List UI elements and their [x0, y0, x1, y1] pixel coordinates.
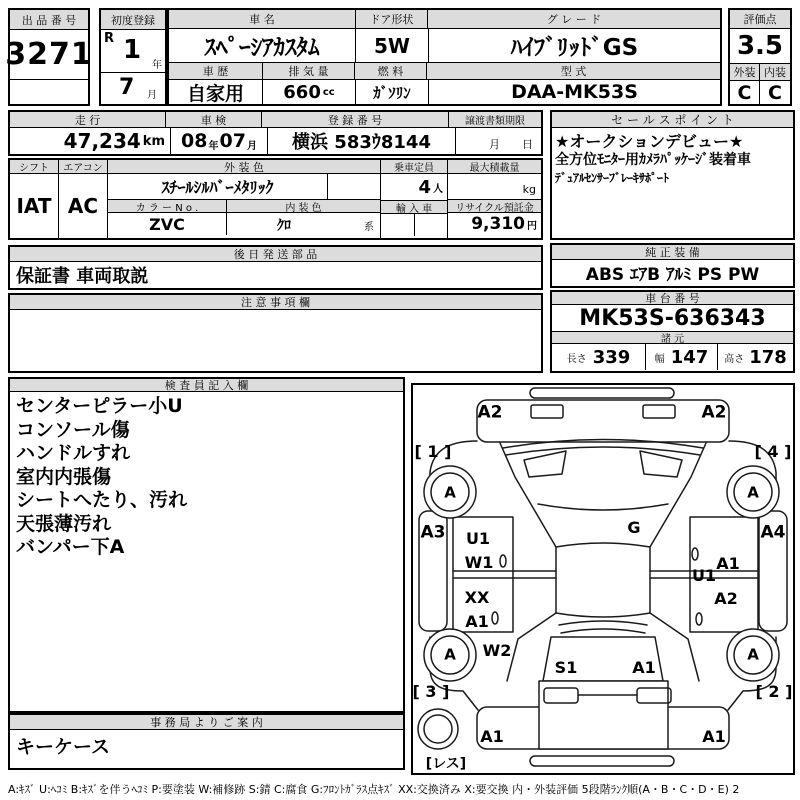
fuel-value: ｶﾞｿﾘﾝ — [355, 80, 428, 104]
score-value: 3.5 — [730, 29, 790, 64]
spec-band-box — [8, 158, 543, 240]
payload-unit: kg — [522, 183, 536, 196]
spare-tire-less-marker: [レス] — [425, 756, 467, 772]
damage-label-rear-bumper-left: A1 — [480, 727, 504, 746]
width-value: 147 — [670, 346, 709, 368]
interior-color-value: ｸﾛ — [277, 218, 291, 234]
shaken-month-suffix: 月 — [246, 140, 257, 152]
displacement-value: 660 — [283, 81, 321, 103]
sales-point-line-1: ★オークションデビュー★ — [555, 132, 744, 151]
corner-marker-4: [ 4 ] — [754, 442, 792, 461]
inspector-notes-header: 検 査 員 記 入 欄 — [10, 379, 403, 392]
month-suffix: 月 — [147, 90, 157, 101]
dimensions-header: 諸 元 — [552, 332, 793, 344]
exterior-color-value: ｽﾁｰﾙｼﾙﾊﾞｰﾒﾀﾘｯｸ — [161, 178, 274, 197]
office-info-header: 事 務 局 よ り ご 案 内 — [10, 715, 403, 730]
damage-label-rear-seat-s1: S1 — [554, 658, 578, 677]
capacity-unit: 人 — [433, 183, 443, 195]
corner-marker-2: [ 2 ] — [755, 682, 793, 701]
first-reg-year-value: 1 — [123, 35, 142, 65]
history-value: 自家用 — [186, 82, 244, 105]
registration-number-value: 横浜 583ｳ8144 — [267, 128, 455, 154]
payload-header: 最大積載量 — [448, 160, 541, 174]
shaken-year-suffix: 年 — [208, 140, 219, 152]
mileage-value: 47,234 — [63, 129, 141, 153]
exterior-color-empty-cell — [327, 174, 380, 199]
displacement-unit: cc — [322, 86, 335, 98]
color-no-value: ZVC — [149, 214, 185, 234]
score-box — [728, 8, 792, 106]
shaken-header: 車 検 — [165, 112, 261, 128]
lot-number-value: 3271 — [10, 30, 88, 80]
width-label: 幅 — [654, 353, 665, 365]
damage-label-left-rear-door-xx: XX — [464, 588, 490, 607]
damage-label-rear-seat-a1: A1 — [632, 658, 656, 677]
later-parts-box — [8, 245, 543, 290]
inspector-note: バンパー下A — [16, 536, 125, 558]
damage-label-front-bumper-left: A2 — [477, 402, 503, 423]
inspector-notes-box — [8, 377, 405, 713]
first-registration-header: 初度登録 — [101, 10, 165, 30]
grade-header: グ レ ー ド — [427, 10, 720, 29]
notice-box — [8, 293, 543, 373]
inspector-note: 天張薄汚れ — [16, 512, 112, 535]
import-empty-cell-1 — [381, 214, 414, 236]
car-name-header: 車 名 — [169, 10, 355, 29]
interior-color-suffix: 系 — [364, 222, 374, 233]
exterior-grade-header: 外装 — [730, 64, 759, 81]
length-label: 長さ — [566, 353, 587, 365]
model-code-value: DAA-MK53S — [428, 80, 720, 104]
inspector-note: センターピラー小U — [16, 395, 183, 417]
chassis-number-header: 車 台 番 号 — [552, 292, 793, 305]
sales-point-line-2: 全方位ﾓﾆﾀｰ用ｶﾒﾗﾊﾟｯｹｰｼﾞ装着車 — [555, 152, 751, 168]
damage-label-left-front-door-u1: U1 — [465, 529, 491, 548]
ac-value: AC — [67, 193, 99, 218]
sales-point-line-3: ﾃﾞｭｱﾙｾﾝｻｰﾌﾞﾚｰｷｻﾎﾟｰﾄ — [555, 171, 670, 185]
car-name-value: ｽﾍﾟｰｼｱｶｽﾀﾑ — [204, 35, 320, 61]
damage-label-wheel-front-right: A — [747, 483, 759, 502]
shaken-year: 08 — [181, 130, 208, 152]
damage-label-left-front-door-w1: W1 — [464, 553, 494, 572]
registration-number-header: 登 録 番 号 — [261, 112, 448, 128]
mileage-unit: km — [142, 133, 165, 149]
inspector-note: 室内内張傷 — [16, 465, 112, 488]
fuel-header: 燃 料 — [354, 63, 426, 80]
corner-marker-3: [ 3 ] — [412, 682, 450, 701]
later-parts-header: 後 日 発 送 部 品 — [10, 247, 541, 262]
import-empty-cell-2 — [414, 214, 447, 236]
chassis-box — [550, 290, 795, 373]
corner-marker-1: [ 1 ] — [414, 442, 452, 461]
office-info-value: キーケース — [16, 735, 111, 758]
damage-label-rear-bumper-right: A1 — [702, 727, 726, 746]
damage-label-wheel-rear-right: A — [747, 645, 759, 664]
office-info-box — [8, 713, 405, 770]
door-shape-header: ドア形状 — [355, 10, 427, 29]
damage-label-left-rear-arch-w2: W2 — [482, 641, 512, 660]
grade-value: ﾊｲﾌﾞﾘｯﾄﾞGS — [428, 29, 720, 62]
sales-points-box — [550, 110, 795, 240]
transfer-deadline-header: 譲渡書類期限 — [448, 112, 541, 128]
damage-label-wheel-front-left: A — [444, 483, 456, 502]
notice-header: 注 意 事 項 欄 — [10, 295, 541, 310]
damage-label-wheel-rear-left: A — [444, 645, 456, 664]
damage-code-legend: A:ｷｽﾞ U:ﾍｺﾐ B:ｷｽﾞを伴うﾍｺﾐ P:要塗装 W:補修跡 S:錆 C:腐食 G:ﾌﾛﾝﾄｶﾞﾗｽ点ｷｽﾞ XX:交換済み X:要交換 内・外装評価 5段階ﾗﾝｸ順(A・B・C・D・E) 2 — [8, 783, 740, 796]
ac-header: エアコン — [59, 160, 107, 174]
interior-grade-value: C — [759, 81, 790, 105]
capacity-value: 4 — [418, 176, 431, 198]
car-diagram-drawing — [413, 385, 793, 773]
height-label: 高さ — [724, 353, 745, 365]
damage-label-front-bumper-right: A2 — [701, 402, 727, 423]
damage-diagram-box — [411, 383, 795, 775]
mileage-header: 走 行 — [10, 112, 165, 128]
inspector-note: シートへたり、汚れ — [16, 489, 188, 511]
recycle-unit: 円 — [527, 220, 537, 232]
exterior-color-header: 外 装 色 — [108, 160, 380, 174]
later-parts-value: 保証書 車両取説 — [16, 265, 149, 287]
recycle-header: リサイクル預託金 — [448, 200, 541, 213]
interior-grade-header: 内装 — [759, 64, 790, 81]
history-header: 車 歴 — [169, 63, 262, 80]
damage-label-left-side-strip: A3 — [420, 522, 446, 543]
length-value: 339 — [592, 346, 631, 368]
chassis-number-value: MK53S-636343 — [552, 305, 793, 332]
damage-label-right-side-strip: A4 — [760, 522, 786, 543]
era-value: R — [104, 31, 115, 46]
damage-label-right-rear-door-a2: A2 — [714, 589, 738, 608]
inspector-note: ハンドルすれ — [16, 442, 131, 464]
lot-number-box — [5, 8, 93, 106]
registration-band-box — [8, 110, 543, 156]
first-reg-month-value: 7 — [119, 75, 135, 100]
sales-points-header: セ ー ル ス ポ イ ン ト — [552, 112, 793, 128]
shift-value: IAT — [16, 193, 52, 218]
model-code-header: 型 式 — [426, 63, 720, 80]
color-no-header: カ ラ ー N o . — [108, 200, 226, 213]
door-shape-value: 5W — [355, 29, 428, 62]
damage-label-windshield-g: G — [627, 518, 641, 537]
displacement-header: 排 気 量 — [262, 63, 354, 80]
capacity-header: 乗車定員 — [381, 160, 447, 174]
shaken-month: 07 — [219, 130, 246, 152]
transfer-deadline-value: 月 日 — [489, 138, 533, 151]
first-registration-box — [99, 8, 167, 106]
damage-label-left-rear-door-a1: A1 — [465, 612, 489, 631]
import-header: 輸 入 車 — [381, 201, 447, 214]
equipment-header: 純 正 装 備 — [552, 245, 793, 260]
lot-number-header: 出 品 番 号 — [10, 10, 88, 30]
year-suffix: 年 — [152, 60, 162, 71]
score-header: 評価点 — [730, 10, 790, 29]
interior-color-header: 内 装 色 — [226, 200, 380, 213]
car-name-grade-box — [167, 8, 722, 106]
recycle-value: 9,310 — [471, 214, 525, 234]
equipment-value: ABS ｴｱB ｱﾙﾐ PS PW — [585, 265, 760, 285]
damage-label-right-door-u1: U1 — [691, 566, 717, 585]
shift-header: シフト — [10, 160, 58, 174]
lot-number-empty-cell — [10, 80, 88, 104]
damage-label-right-front-door-a1: A1 — [716, 554, 740, 573]
inspector-note: コンソール傷 — [16, 418, 130, 441]
equipment-box — [550, 243, 795, 288]
exterior-grade-value: C — [737, 82, 752, 104]
height-value: 178 — [749, 346, 787, 368]
